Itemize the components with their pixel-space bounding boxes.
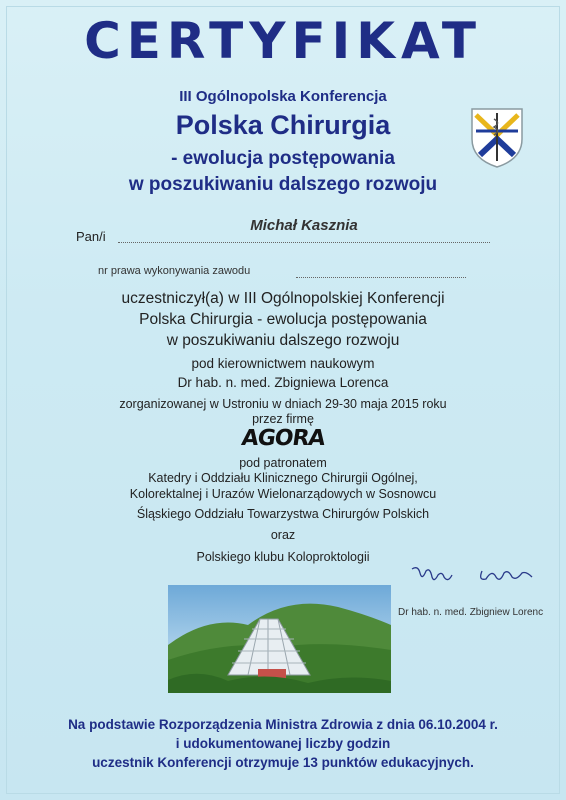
participation-line-1: uczestniczył(a) w III Ogólnopolskiej Konferencji — [121, 290, 445, 307]
license-number-label: nr prawa wykonywania zawodu — [98, 265, 251, 277]
patron-1-line-1: Katedry i Oddziału Klinicznego Chirurgii Ogólnej, — [148, 471, 418, 485]
recipient-label: Pan/i — [76, 229, 106, 244]
organized-text: zorganizowanej w Ustroniu w dniach 29-30 maja 2015 roku — [119, 397, 447, 411]
conference-subtitle: III Ogólnopolska Konferencja — [179, 88, 387, 105]
certificate-title: CERTYFIKAT — [84, 12, 482, 70]
participation-line-3: w poszukiwaniu dalszego rozwoju — [166, 332, 400, 349]
handwritten-signature — [408, 563, 538, 587]
mountain-hotel-photo — [168, 585, 391, 693]
recipient-name-line — [118, 242, 490, 243]
footer-line-3: uczestnik Konferencji otrzymuje 13 punktów edukacyjnych. — [92, 755, 474, 770]
participation-line-2: Polska Chirurgia - ewolucja postępowania — [139, 311, 427, 328]
license-number-line — [296, 277, 466, 278]
conference-line-2: - ewolucja postępowania — [171, 148, 395, 169]
and-label: oraz — [270, 528, 296, 542]
patron-2: Śląskiego Oddziału Towarzystwa Chirurgów Polskich — [136, 507, 430, 521]
patronage-label: pod patronatem — [239, 456, 327, 470]
conference-name: Polska Chirurgia — [175, 110, 391, 140]
footer-line-1: Na podstawie Rozporządzenia Ministra Zdrowia z dnia 06.10.2004 r. — [68, 717, 498, 732]
footer-line-2: i udokumentowanej liczby godzin — [175, 736, 391, 751]
surgical-society-crest-icon — [468, 105, 526, 169]
direction-label: pod kierownictwem naukowym — [191, 356, 375, 371]
patron-3: Polskiego klubu Koloproktologii — [196, 550, 370, 564]
patron-1-line-2: Kolorektalnej i Urazów Wielonarządowych w Sosnowcu — [129, 487, 437, 501]
signature-caption: Dr hab. n. med. Zbigniew Lorenc — [398, 607, 544, 618]
recipient-name: Michał Kasznia — [250, 217, 358, 234]
agora-logo: AGORA — [239, 426, 327, 451]
scientific-director: Dr hab. n. med. Zbigniewa Lorenca — [177, 375, 389, 390]
by-company-label: przez firmę — [252, 412, 314, 426]
conference-line-3: w poszukiwaniu dalszego rozwoju — [128, 174, 438, 195]
